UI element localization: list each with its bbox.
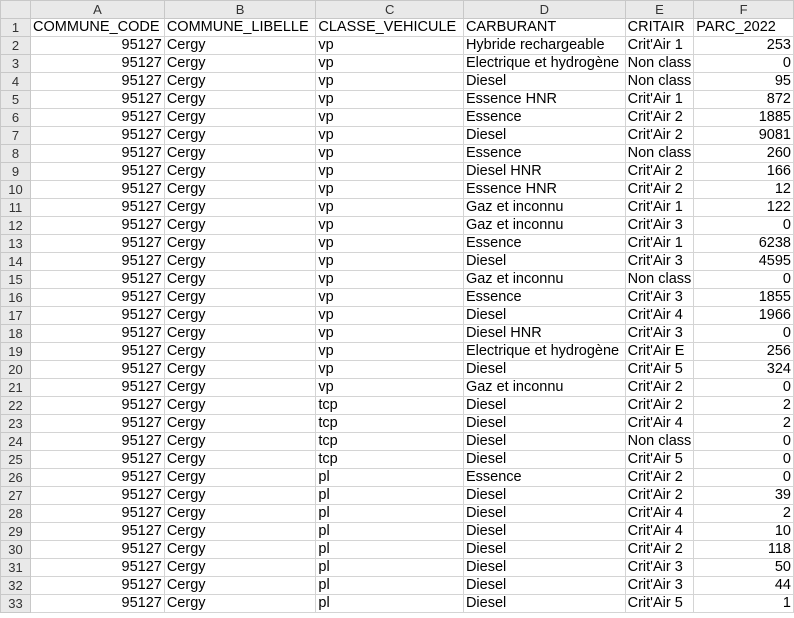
cell[interactable]: 1885: [694, 109, 794, 127]
cell[interactable]: Cergy: [164, 307, 316, 325]
cell[interactable]: tcp: [316, 397, 464, 415]
row-header[interactable]: 15: [1, 271, 31, 289]
cell[interactable]: Cergy: [164, 469, 316, 487]
cell[interactable]: Crit'Air 3: [625, 289, 694, 307]
table-row: [1, 523, 794, 541]
cell[interactable]: Diesel: [463, 307, 625, 325]
cell[interactable]: 95127: [31, 577, 165, 595]
cell[interactable]: Cergy: [164, 37, 316, 55]
cell[interactable]: Gaz et inconnu: [463, 217, 625, 235]
cell[interactable]: 256: [694, 343, 794, 361]
cell[interactable]: Cergy: [164, 487, 316, 505]
cell[interactable]: Crit'Air 2: [625, 487, 694, 505]
cell[interactable]: Non class: [625, 271, 694, 289]
row-header[interactable]: 14: [1, 253, 31, 271]
cell[interactable]: 260: [694, 145, 794, 163]
cell[interactable]: 39: [694, 487, 794, 505]
cell[interactable]: vp: [316, 325, 464, 343]
table-row: [1, 37, 794, 55]
cell[interactable]: Diesel: [463, 505, 625, 523]
cell[interactable]: 95127: [31, 541, 165, 559]
cell[interactable]: 6238: [694, 235, 794, 253]
row-header[interactable]: 20: [1, 361, 31, 379]
cell[interactable]: 2: [694, 397, 794, 415]
table-row: [1, 379, 794, 397]
cell[interactable]: Cergy: [164, 199, 316, 217]
cell[interactable]: 0: [694, 55, 794, 73]
cell[interactable]: Essence: [463, 235, 625, 253]
cell[interactable]: Essence HNR: [463, 91, 625, 109]
cell[interactable]: CRITAIR: [625, 19, 694, 37]
cell[interactable]: Crit'Air 2: [625, 127, 694, 145]
column-header-e[interactable]: E: [625, 1, 694, 19]
cell[interactable]: CLASSE_VEHICULE: [316, 19, 464, 37]
cell[interactable]: Cergy: [164, 235, 316, 253]
row-header[interactable]: 2: [1, 37, 31, 55]
cell[interactable]: 50: [694, 559, 794, 577]
cell[interactable]: 95127: [31, 595, 165, 613]
cell[interactable]: Crit'Air 1: [625, 37, 694, 55]
cell[interactable]: Cergy: [164, 361, 316, 379]
cell[interactable]: 0: [694, 217, 794, 235]
cell[interactable]: 95127: [31, 181, 165, 199]
select-all-corner[interactable]: [1, 1, 31, 19]
cell[interactable]: pl: [316, 577, 464, 595]
cell[interactable]: Crit'Air 4: [625, 415, 694, 433]
row-header[interactable]: 6: [1, 109, 31, 127]
cell[interactable]: 0: [694, 451, 794, 469]
cell[interactable]: vp: [316, 55, 464, 73]
cell[interactable]: Diesel: [463, 577, 625, 595]
cell[interactable]: pl: [316, 541, 464, 559]
cell[interactable]: Crit'Air 2: [625, 397, 694, 415]
cell[interactable]: Diesel: [463, 541, 625, 559]
table-row: [1, 217, 794, 235]
cell[interactable]: Diesel: [463, 487, 625, 505]
cell[interactable]: Cergy: [164, 55, 316, 73]
table-row: [1, 559, 794, 577]
cell[interactable]: 95127: [31, 109, 165, 127]
row-header[interactable]: 11: [1, 199, 31, 217]
cell[interactable]: 44: [694, 577, 794, 595]
row-header[interactable]: 25: [1, 451, 31, 469]
row-header[interactable]: 12: [1, 217, 31, 235]
cell[interactable]: Crit'Air 2: [625, 469, 694, 487]
table-row: [1, 145, 794, 163]
cell[interactable]: Crit'Air 3: [625, 253, 694, 271]
cell[interactable]: Diesel: [463, 253, 625, 271]
cell[interactable]: Essence: [463, 289, 625, 307]
cell[interactable]: 0: [694, 379, 794, 397]
cell[interactable]: PARC_2022: [694, 19, 794, 37]
cell[interactable]: 9081: [694, 127, 794, 145]
cell[interactable]: Cergy: [164, 343, 316, 361]
cell[interactable]: 95127: [31, 433, 165, 451]
cell[interactable]: 95127: [31, 127, 165, 145]
cell[interactable]: vp: [316, 127, 464, 145]
cell[interactable]: vp: [316, 163, 464, 181]
cell[interactable]: Cergy: [164, 271, 316, 289]
cell[interactable]: COMMUNE_LIBELLE: [164, 19, 316, 37]
cell[interactable]: Crit'Air 4: [625, 523, 694, 541]
row-header[interactable]: 17: [1, 307, 31, 325]
cell[interactable]: Cergy: [164, 145, 316, 163]
cell[interactable]: 95: [694, 73, 794, 91]
row-header[interactable]: 19: [1, 343, 31, 361]
cell[interactable]: Non class: [625, 73, 694, 91]
table-row: [1, 235, 794, 253]
cell[interactable]: vp: [316, 361, 464, 379]
cell[interactable]: pl: [316, 559, 464, 577]
row-header[interactable]: 13: [1, 235, 31, 253]
table-row: [1, 469, 794, 487]
row-header[interactable]: 16: [1, 289, 31, 307]
cell[interactable]: vp: [316, 37, 464, 55]
cell[interactable]: 0: [694, 469, 794, 487]
row-header[interactable]: 18: [1, 325, 31, 343]
row-header[interactable]: 27: [1, 487, 31, 505]
row-header[interactable]: 4: [1, 73, 31, 91]
table-row: [1, 487, 794, 505]
cell[interactable]: 12: [694, 181, 794, 199]
table-row: [1, 307, 794, 325]
cell[interactable]: 2: [694, 415, 794, 433]
row-header[interactable]: 5: [1, 91, 31, 109]
row-header[interactable]: 28: [1, 505, 31, 523]
table-row: [1, 289, 794, 307]
cell[interactable]: Cergy: [164, 397, 316, 415]
cell[interactable]: Diesel: [463, 397, 625, 415]
cell[interactable]: vp: [316, 181, 464, 199]
row-header[interactable]: 10: [1, 181, 31, 199]
cell[interactable]: 324: [694, 361, 794, 379]
row-header[interactable]: 8: [1, 145, 31, 163]
table-row: [1, 541, 794, 559]
cell[interactable]: 95127: [31, 397, 165, 415]
cell[interactable]: 1855: [694, 289, 794, 307]
cell[interactable]: 4595: [694, 253, 794, 271]
cell[interactable]: Crit'Air 3: [625, 217, 694, 235]
table-row: [1, 397, 794, 415]
cell[interactable]: Crit'Air 2: [625, 181, 694, 199]
cell[interactable]: Diesel HNR: [463, 325, 625, 343]
cell[interactable]: 95127: [31, 91, 165, 109]
cell[interactable]: 253: [694, 37, 794, 55]
cell[interactable]: Cergy: [164, 379, 316, 397]
table-row: [1, 451, 794, 469]
cell[interactable]: Cergy: [164, 523, 316, 541]
row-header[interactable]: 9: [1, 163, 31, 181]
row-header[interactable]: 29: [1, 523, 31, 541]
cell[interactable]: Cergy: [164, 217, 316, 235]
cell[interactable]: Hybride rechargeable: [463, 37, 625, 55]
cell[interactable]: Crit'Air 3: [625, 577, 694, 595]
cell[interactable]: Crit'Air 1: [625, 199, 694, 217]
cell[interactable]: Cergy: [164, 109, 316, 127]
cell[interactable]: Cergy: [164, 181, 316, 199]
cell[interactable]: Cergy: [164, 289, 316, 307]
table-row: [1, 505, 794, 523]
cell[interactable]: tcp: [316, 433, 464, 451]
cell[interactable]: Crit'Air 4: [625, 307, 694, 325]
row-header[interactable]: 33: [1, 595, 31, 613]
table-row: [1, 343, 794, 361]
cell[interactable]: Cergy: [164, 595, 316, 613]
cell[interactable]: 122: [694, 199, 794, 217]
row-header[interactable]: 31: [1, 559, 31, 577]
cell[interactable]: vp: [316, 145, 464, 163]
cell[interactable]: Cergy: [164, 163, 316, 181]
cell[interactable]: Crit'Air 1: [625, 91, 694, 109]
cell[interactable]: Crit'Air 2: [625, 379, 694, 397]
cell[interactable]: 95127: [31, 271, 165, 289]
cell[interactable]: Cergy: [164, 451, 316, 469]
cell[interactable]: Crit'Air 2: [625, 109, 694, 127]
cell[interactable]: vp: [316, 91, 464, 109]
cell[interactable]: 872: [694, 91, 794, 109]
row-header[interactable]: 26: [1, 469, 31, 487]
table-row: [1, 109, 794, 127]
cell[interactable]: Diesel: [463, 127, 625, 145]
cell[interactable]: 95127: [31, 253, 165, 271]
row-header[interactable]: 3: [1, 55, 31, 73]
cell[interactable]: vp: [316, 307, 464, 325]
table-row: [1, 163, 794, 181]
cell[interactable]: tcp: [316, 451, 464, 469]
cell[interactable]: Cergy: [164, 127, 316, 145]
cell[interactable]: 95127: [31, 145, 165, 163]
cell[interactable]: 95127: [31, 73, 165, 91]
column-header-f[interactable]: F: [694, 1, 794, 19]
cell[interactable]: Cergy: [164, 541, 316, 559]
cell[interactable]: 95127: [31, 343, 165, 361]
cell[interactable]: vp: [316, 343, 464, 361]
cell[interactable]: Diesel: [463, 415, 625, 433]
cell[interactable]: Cergy: [164, 505, 316, 523]
header-row: [1, 19, 794, 37]
cell[interactable]: Crit'Air 5: [625, 451, 694, 469]
table-row: [1, 73, 794, 91]
row-header[interactable]: 24: [1, 433, 31, 451]
row-header[interactable]: 32: [1, 577, 31, 595]
cell[interactable]: 0: [694, 271, 794, 289]
cell[interactable]: 95127: [31, 379, 165, 397]
cell[interactable]: Gaz et inconnu: [463, 199, 625, 217]
cell[interactable]: 2: [694, 505, 794, 523]
cell[interactable]: 10: [694, 523, 794, 541]
cell[interactable]: Diesel: [463, 595, 625, 613]
table-row: [1, 253, 794, 271]
cell[interactable]: Crit'Air 5: [625, 361, 694, 379]
cell[interactable]: 95127: [31, 289, 165, 307]
cell[interactable]: vp: [316, 109, 464, 127]
cell[interactable]: Gaz et inconnu: [463, 379, 625, 397]
cell[interactable]: 95127: [31, 199, 165, 217]
cell[interactable]: 95127: [31, 163, 165, 181]
cell[interactable]: vp: [316, 379, 464, 397]
cell[interactable]: 95127: [31, 307, 165, 325]
cell[interactable]: Diesel HNR: [463, 163, 625, 181]
cell[interactable]: 95127: [31, 487, 165, 505]
cell[interactable]: 95127: [31, 451, 165, 469]
cell[interactable]: Cergy: [164, 415, 316, 433]
cell[interactable]: Crit'Air 4: [625, 505, 694, 523]
cell[interactable]: Electrique et hydrogène: [463, 343, 625, 361]
cell[interactable]: vp: [316, 199, 464, 217]
cell[interactable]: Diesel: [463, 433, 625, 451]
table-row: [1, 199, 794, 217]
table-row: [1, 595, 794, 613]
cell[interactable]: 166: [694, 163, 794, 181]
cell[interactable]: Essence: [463, 145, 625, 163]
cell[interactable]: Cergy: [164, 325, 316, 343]
cell[interactable]: pl: [316, 505, 464, 523]
table-row: [1, 271, 794, 289]
cell[interactable]: Cergy: [164, 433, 316, 451]
cell[interactable]: Electrique et hydrogène: [463, 55, 625, 73]
table-row: [1, 91, 794, 109]
cell[interactable]: Essence: [463, 109, 625, 127]
cell[interactable]: vp: [316, 289, 464, 307]
table-row: [1, 127, 794, 145]
table-row: [1, 55, 794, 73]
cell[interactable]: 95127: [31, 325, 165, 343]
cell[interactable]: 95127: [31, 235, 165, 253]
column-header-a[interactable]: A: [31, 1, 165, 19]
cell[interactable]: vp: [316, 235, 464, 253]
row-header[interactable]: 22: [1, 397, 31, 415]
table-row: [1, 433, 794, 451]
cell[interactable]: pl: [316, 523, 464, 541]
cell[interactable]: 0: [694, 433, 794, 451]
cell[interactable]: Crit'Air 3: [625, 559, 694, 577]
cell[interactable]: Non class: [625, 145, 694, 163]
cell[interactable]: Cergy: [164, 73, 316, 91]
row-header[interactable]: 7: [1, 127, 31, 145]
cell[interactable]: Crit'Air 2: [625, 163, 694, 181]
cell[interactable]: Cergy: [164, 559, 316, 577]
cell[interactable]: 1: [694, 595, 794, 613]
cell[interactable]: Diesel: [463, 73, 625, 91]
cell[interactable]: Cergy: [164, 253, 316, 271]
cell[interactable]: Non class: [625, 55, 694, 73]
cell[interactable]: 0: [694, 325, 794, 343]
cell[interactable]: Essence HNR: [463, 181, 625, 199]
row-header[interactable]: 30: [1, 541, 31, 559]
cell[interactable]: 95127: [31, 415, 165, 433]
cell[interactable]: Crit'Air 3: [625, 325, 694, 343]
cell[interactable]: Diesel: [463, 523, 625, 541]
cell[interactable]: Non class: [625, 433, 694, 451]
cell[interactable]: CARBURANT: [463, 19, 625, 37]
cell[interactable]: 95127: [31, 217, 165, 235]
table-row: [1, 325, 794, 343]
cell[interactable]: pl: [316, 595, 464, 613]
cell[interactable]: 95127: [31, 361, 165, 379]
cell[interactable]: vp: [316, 271, 464, 289]
row-header[interactable]: 23: [1, 415, 31, 433]
cell[interactable]: Crit'Air 1: [625, 235, 694, 253]
cell[interactable]: Diesel: [463, 361, 625, 379]
cell[interactable]: pl: [316, 487, 464, 505]
cell[interactable]: Gaz et inconnu: [463, 271, 625, 289]
cell[interactable]: Cergy: [164, 577, 316, 595]
cell[interactable]: Diesel: [463, 451, 625, 469]
cell[interactable]: vp: [316, 253, 464, 271]
cell[interactable]: 118: [694, 541, 794, 559]
cell[interactable]: Essence: [463, 469, 625, 487]
cell[interactable]: 95127: [31, 55, 165, 73]
cell[interactable]: pl: [316, 469, 464, 487]
cell[interactable]: 95127: [31, 469, 165, 487]
table-row: [1, 415, 794, 433]
cell[interactable]: 95127: [31, 505, 165, 523]
cell[interactable]: COMMUNE_CODE: [31, 19, 165, 37]
row-header[interactable]: 1: [1, 19, 31, 37]
column-header-c[interactable]: C: [316, 1, 464, 19]
cell[interactable]: Crit'Air E: [625, 343, 694, 361]
cell[interactable]: tcp: [316, 415, 464, 433]
cell[interactable]: Diesel: [463, 559, 625, 577]
cell[interactable]: Cergy: [164, 91, 316, 109]
cell[interactable]: 95127: [31, 523, 165, 541]
cell[interactable]: 1966: [694, 307, 794, 325]
table-row: [1, 361, 794, 379]
cell[interactable]: 95127: [31, 37, 165, 55]
cell[interactable]: Crit'Air 2: [625, 541, 694, 559]
cell[interactable]: vp: [316, 73, 464, 91]
column-header-row: [1, 1, 794, 19]
cell[interactable]: vp: [316, 217, 464, 235]
row-header[interactable]: 21: [1, 379, 31, 397]
cell[interactable]: 95127: [31, 559, 165, 577]
cell[interactable]: Crit'Air 5: [625, 595, 694, 613]
column-header-d[interactable]: D: [463, 1, 625, 19]
table-row: [1, 577, 794, 595]
column-header-b[interactable]: B: [164, 1, 316, 19]
table-row: [1, 181, 794, 199]
